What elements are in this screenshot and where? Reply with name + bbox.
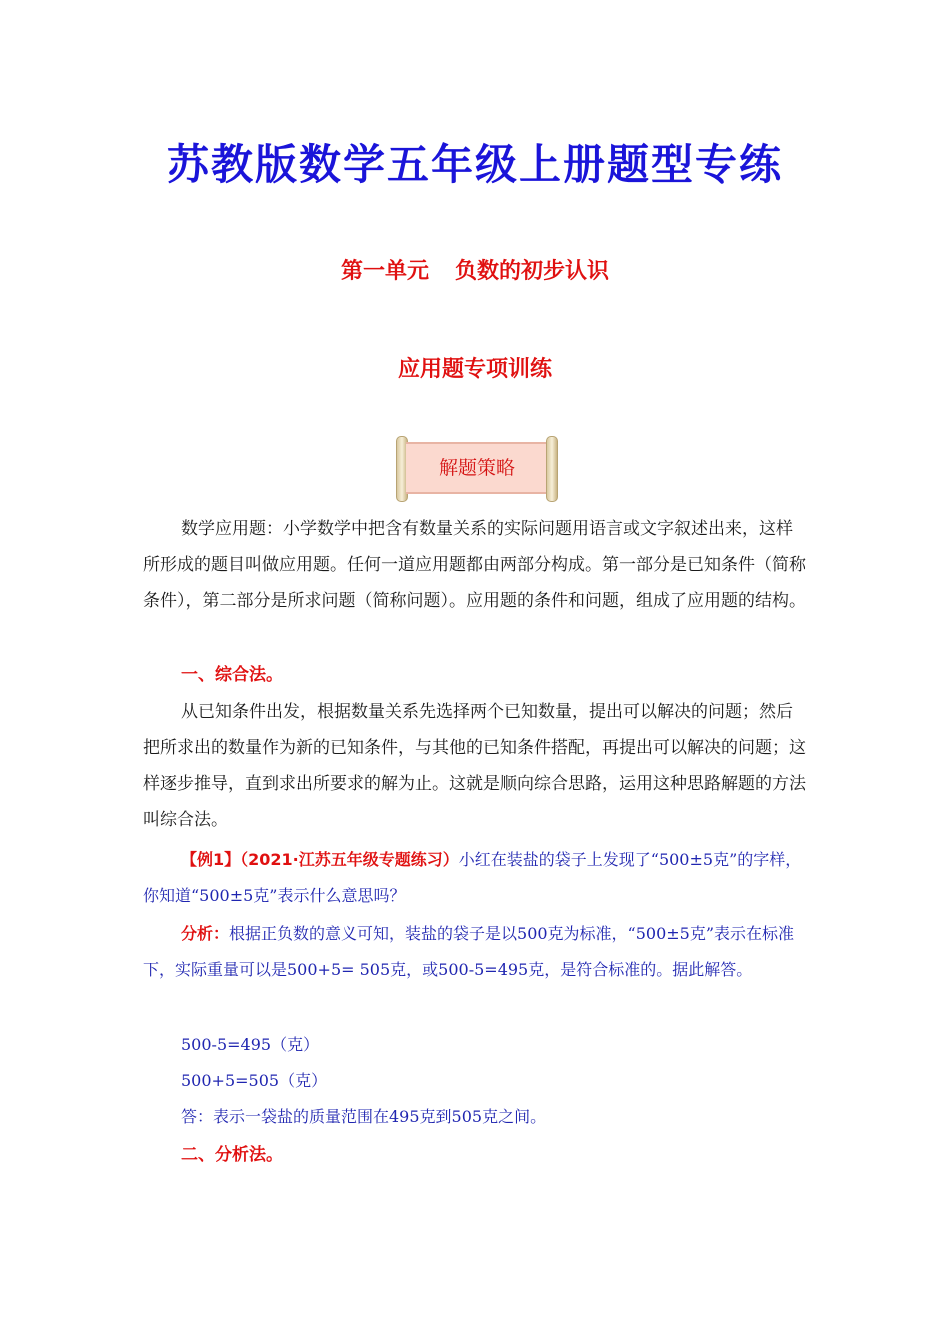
section-subtitle: 应用题专项训练: [397, 357, 552, 382]
banner-label: 解题策略: [438, 457, 515, 479]
intro-paragraph: [143, 511, 809, 619]
analysis-label: 分析：: [181, 924, 230, 943]
calculation-1: 500-5=495（克）: [181, 1035, 320, 1054]
analysis-text: 根据正负数的意义可知，装盐的袋子是以500克为标准，“500±5克”表示在标准下，实际重量可以是500+5= 505克，或500-5=495克，是符合标准的。据此解答。: [143, 924, 795, 979]
intro-text: 数学应用题：小学数学中把含有数量关系的实际问题用语言或文字叙述出来，这样所形成的题目叫做应用题。任何一道应用题都由两部分构成。第一部分是已知条件（简称条件），第二部分是所求问题（简称问题）。应用题的条件和问题，组成了应用题的结构。: [143, 519, 806, 611]
example-question: 小红在装盐的袋子上发现了“500±5克”的字样，你知道“500±5克”表示什么意思吗？: [143, 850, 802, 905]
unit-number: 第一单元: [340, 259, 429, 284]
unit-name: 负数的初步认识: [455, 259, 610, 284]
answer: 答：表示一袋盐的质量范围在495克到505克之间。: [181, 1107, 547, 1126]
example1: [143, 842, 809, 914]
calculation-2: 500+5=505（克）: [181, 1071, 328, 1090]
analysis: [143, 916, 809, 988]
example-tag: 【例1】: [181, 850, 241, 869]
section2-heading: 二、分析法。: [181, 1145, 283, 1165]
document-title: 苏教版数学五年级上册题型专练: [166, 140, 783, 189]
section1-paragraph: [143, 694, 809, 838]
strategy-scroll-banner: [396, 436, 558, 502]
section1-text: 从已知条件出发，根据数量关系先选择两个已知数量，提出可以解决的问题；然后把所求出的数量作为新的已知条件，与其他的已知条件搭配，再提出可以解决的问题；这样逐步推导，直到求出所要求的解为止。这就是顺向综合思路，运用这种思路解题的方法叫综合法。: [143, 702, 806, 830]
example-source: （2021·江苏五年级专题练习）: [240, 850, 459, 869]
section1-heading: 一、综合法。: [181, 665, 283, 685]
unit-title: [0, 254, 950, 285]
